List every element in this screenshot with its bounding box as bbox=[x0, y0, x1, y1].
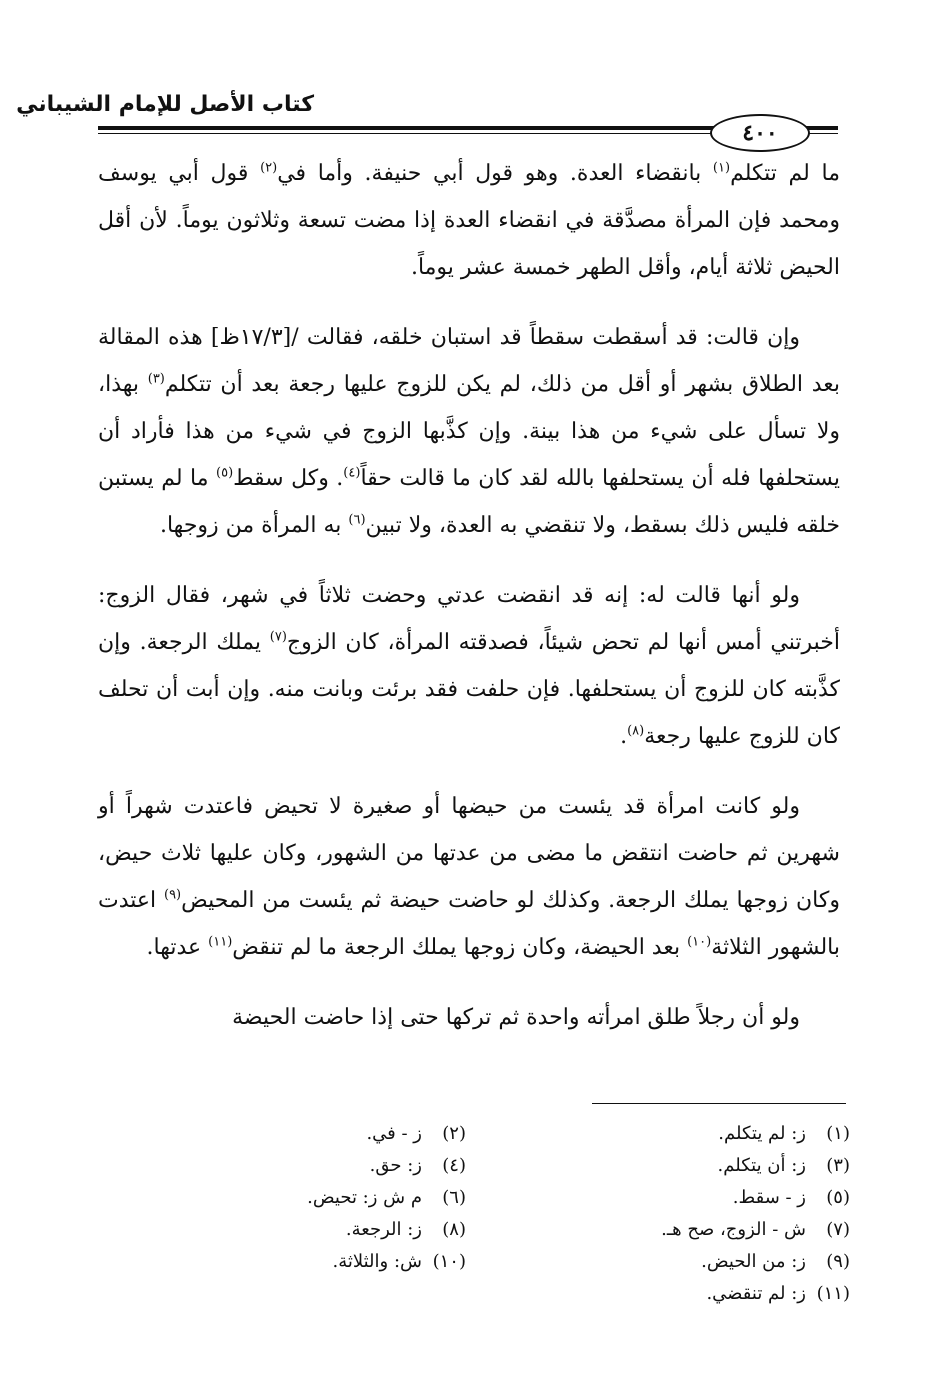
text-run: . وكل سقط bbox=[233, 466, 344, 491]
text-run: به المرأة من زوجها. bbox=[159, 513, 349, 538]
footnote-item bbox=[610, 1214, 850, 1246]
footnote-text: ز: حق. bbox=[369, 1155, 422, 1176]
footnote-number: (٨) bbox=[442, 1219, 466, 1240]
text-run: بهذا، ولا تسأل على شيء من هذا بينة. وإن كذَّبها الزوج في شيء من هذا فأراد أن يستحلفها فله أن يستحلفها بالله لقد كان ما قالت حقاً bbox=[98, 372, 840, 491]
footnote-item bbox=[610, 1278, 850, 1310]
paragraph bbox=[98, 994, 840, 1041]
footnote-ref: (٥) bbox=[216, 465, 234, 481]
text-run: ما لم يستبن خلقه فليس ذلك بسقط، ولا تنقضي به العدة، ولا تبين bbox=[98, 466, 840, 538]
footnote-ref: (١١) bbox=[208, 934, 233, 950]
footnote-item bbox=[610, 1118, 850, 1150]
footnote-ref: (٧) bbox=[269, 629, 287, 645]
footnote-ref: (١٠) bbox=[687, 934, 712, 950]
footnote-text: م ش ز: تحيض. bbox=[307, 1187, 422, 1208]
header-title: كتاب الأصل للإمام الشيباني bbox=[16, 92, 314, 117]
text-run: قول أبي يوسف ومحمد فإن المرأة مصدَّقة في انقضاء العدة إذا مضت تسعة وثلاثون يوماً. لأن أقل الحيض ثلاثة أيام، وأقل الطهر خمسة عشر يوماً. bbox=[98, 161, 840, 280]
footnote-text: ز: لم تنقضي. bbox=[706, 1283, 806, 1304]
footnote-number: (٩) bbox=[826, 1251, 850, 1272]
footnote-ref: (٢) bbox=[260, 160, 278, 176]
footnotes-left-column bbox=[226, 1118, 466, 1278]
text-run: . bbox=[620, 724, 628, 749]
footnote-item bbox=[610, 1246, 850, 1278]
footnote-number: (١٠) bbox=[432, 1251, 466, 1272]
footnote-text: ش: والثلاثة. bbox=[332, 1251, 422, 1272]
footnote-ref: (٦) bbox=[348, 512, 366, 528]
footnote-item bbox=[226, 1118, 466, 1150]
footnote-text: ز: أن يتكلم. bbox=[717, 1155, 806, 1176]
footnote-number: (٧) bbox=[826, 1219, 850, 1240]
footnote-item bbox=[610, 1182, 850, 1214]
footnote-item bbox=[610, 1150, 850, 1182]
text-run: بعد الحيضة، وكان زوجها يملك الرجعة ما لم تنقض bbox=[232, 935, 688, 960]
text-run: يملك الرجعة. وإن كذَّبته كان للزوج أن يستحلفها. فإن حلفت فقد برئت وبانت منه. وإن أبت أن تحلف كان للزوج عليها رجعة bbox=[98, 630, 840, 749]
footnote-text: ز: لم يتكلم. bbox=[718, 1123, 806, 1144]
footnote-rule bbox=[592, 1103, 846, 1104]
footnotes-right-column bbox=[610, 1118, 850, 1310]
footnote-ref: (٤) bbox=[343, 465, 361, 481]
text-run: ما لم تتكلم bbox=[730, 161, 841, 186]
paragraph bbox=[98, 783, 840, 971]
footnote-text: ز: من الحيض. bbox=[701, 1251, 806, 1272]
footnote-text: ش - الزوج، صح هـ. bbox=[661, 1219, 806, 1240]
footnote-text: ز: الرجعة. bbox=[345, 1219, 422, 1240]
footnote-text: ز - سقط. bbox=[732, 1187, 806, 1208]
footnote-ref: (٩) bbox=[163, 887, 182, 903]
text-run: اعتدت بالشهور الثلاثة bbox=[98, 888, 840, 960]
footnote-ref: (١) bbox=[712, 160, 731, 176]
footnote-number: (١) bbox=[826, 1123, 850, 1144]
footnote-number: (٤) bbox=[442, 1155, 466, 1176]
footnote-number: (٦) bbox=[442, 1187, 466, 1208]
footnote-number: (٥) bbox=[826, 1187, 850, 1208]
paragraph bbox=[98, 150, 840, 291]
body-text bbox=[98, 150, 840, 1064]
text-run: وإن قالت: قد أسقطت سقطاً قد استبان خلقه، فقالت /[١٧/٣ظ] هذه المقالة بعد الطلاق بشهر أو أقل من ذلك، لم يكن للزوج عليها رجعة بعد أن تتكلم bbox=[98, 325, 840, 397]
footnote-number: (١١) bbox=[816, 1283, 850, 1304]
footnote-ref: (٨) bbox=[627, 723, 645, 739]
text-run: ولو أنها قالت له: إنه قد انقضت عدتي وحضت ثلاثاً في شهر، فقال الزوج: أخبرتني أمس أنها لم تحض شيئاً، فصدقته المرأة، كان الزوج bbox=[98, 583, 840, 655]
footnote-item bbox=[226, 1246, 466, 1278]
text-run: ولو كانت امرأة قد يئست من حيضها أو صغيرة لا تحيض فاعتدت شهراً أو شهرين ثم حاضت انتقض ما مضى من عدتها من الشهور، وكان عليها ثلاث حيض، وكان زوجها يملك الرجعة. وكذلك لو حاضت حيضة ثم يئست من المحيض bbox=[98, 794, 840, 913]
footnote-number: (٢) bbox=[442, 1123, 466, 1144]
footnote-ref: (٣) bbox=[147, 371, 165, 387]
paragraph bbox=[98, 314, 840, 549]
page-number: ٤٠٠ bbox=[742, 120, 778, 146]
footnote-item bbox=[226, 1182, 466, 1214]
paragraph bbox=[98, 572, 840, 760]
footnote-item bbox=[226, 1214, 466, 1246]
footnote-item bbox=[226, 1150, 466, 1182]
text-run: عدتها. bbox=[146, 935, 209, 960]
text-run: ولو أن رجلاً طلق امرأته واحدة ثم تركها حتى إذا حاضت الحيضة bbox=[232, 1005, 800, 1030]
footnote-number: (٣) bbox=[826, 1155, 850, 1176]
page-number-badge bbox=[710, 114, 810, 152]
text-run: بانقضاء العدة. وهو قول أبي حنيفة. وأما في bbox=[277, 161, 713, 186]
footnote-text: ز - في. bbox=[366, 1123, 422, 1144]
